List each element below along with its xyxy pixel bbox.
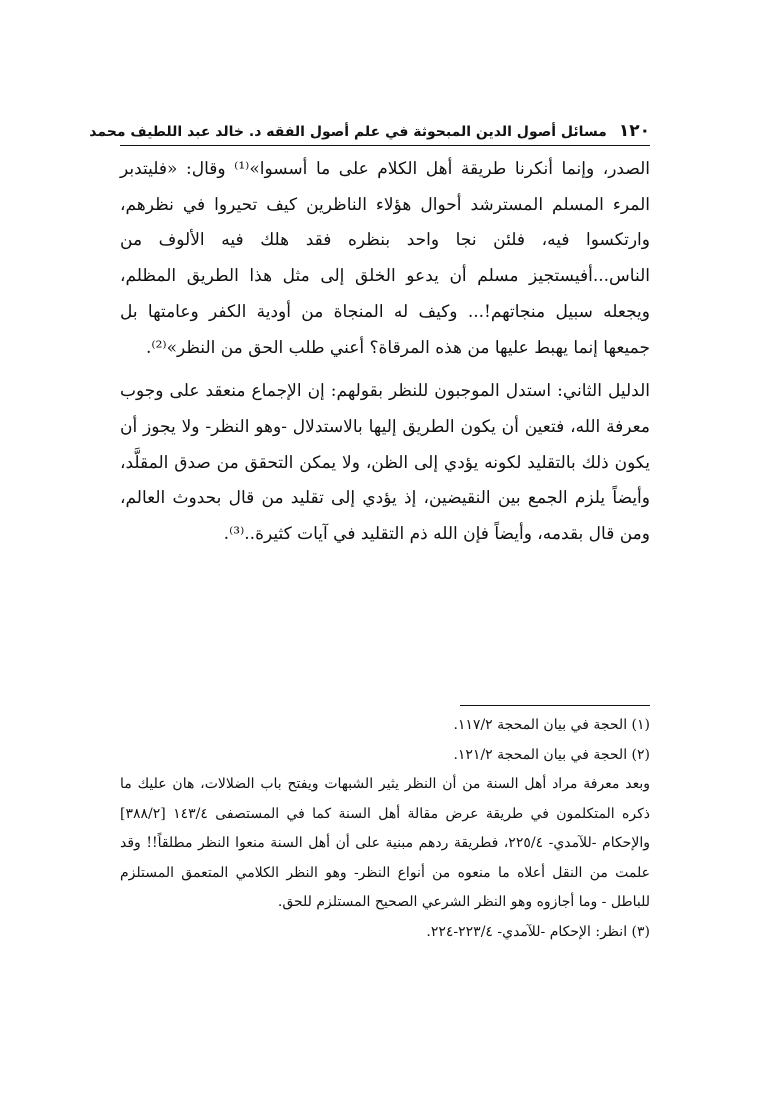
header-rule xyxy=(120,145,650,146)
page-number: ١٢٠ xyxy=(618,121,650,141)
paragraph-second-evidence: الدليل الثاني: استدل الموجبون للنظر بقولهم: إن الإجماع منعقد على وجوب معرفة الله، فتعين أن يكون الطريق إليها بالاستدلال -وهو النظر- ولا يجوز أن يكون ذلك بالتقليد لكونه يؤدي إلى الظن، ولا يمكن التحقق من صدق المقلَّد، وأيضاً يلزم الجمع بين النقيضين، إذ يؤدي إلى تقليد من قال بحدوث العالم، ومن قال بقدمه، وأيضاً فإن الله ذم التقليد في آيات كثيرة..⁽³⁾. xyxy=(120,381,650,545)
footnotes xyxy=(120,711,650,947)
footnote-1: (١) الحجة في بيان المحجة ١١٧/٢. xyxy=(453,717,650,733)
footnote-2: (٢) الحجة في بيان المحجة ١٢١/٢. xyxy=(453,746,650,763)
running-header xyxy=(89,118,650,144)
main-text xyxy=(120,152,650,553)
paragraph-quote: الصدر، وإنما أنكرنا طريقة أهل الكلام على ما أسسوا»⁽¹⁾ وقال: «فليتدبر المرء المسلم المسترشد أحوال هؤلاء الناظرين كيف تحيروا في نظرهم، وارتكسوا فيه، فلئن نجا واحد بنظره فقد هلك فيه الألوف من الناس...أفيستجيز مسلم أن يدعو الخلق إلى مثل هذا الطريق المظلم، ويجعله سبيل منجاتهم!... وكيف له المنجاة من أودية الكفر وعامتها بل جميعها إنما يهبط عليها من هذه المرقاة؟ أعني طلب الحق من النظر»⁽²⁾. xyxy=(120,159,651,358)
footnote-3: (٣) انظر: الإحكام -للآمدي- ٢٢٣/٤-٢٢٤. xyxy=(426,923,650,940)
footnote-separator xyxy=(460,705,650,706)
footnote-2-continuation: وبعد معرفة مراد أهل السنة من أن النظر يثير الشبهات ويفتح باب الضلالات، هان عليك ما ذكره المتكلمون في طريقة عرض مقالة أهل السنة كما في المستصفى ١٤٣/٤ [٣٨٨/٢] والإحكام -للآمدي- ٢٢٥/٤، فطريقة ردهم مبنية على أن أهل السنة منعوا النظر مطلقاً!! وقد علمت من النقل أعلاه ما منعوه من أنواع النظر- وهو النظر الكلامي المتعمق المستلزم للباطل - وما أجازوه وهو النظر الشرعي الصحيح المستلزم للحق. xyxy=(120,776,650,910)
running-title: مسائل أصول الدين المبحوثة في علم أصول الفقه د. خالد عبد اللطيف محمد xyxy=(89,124,607,140)
